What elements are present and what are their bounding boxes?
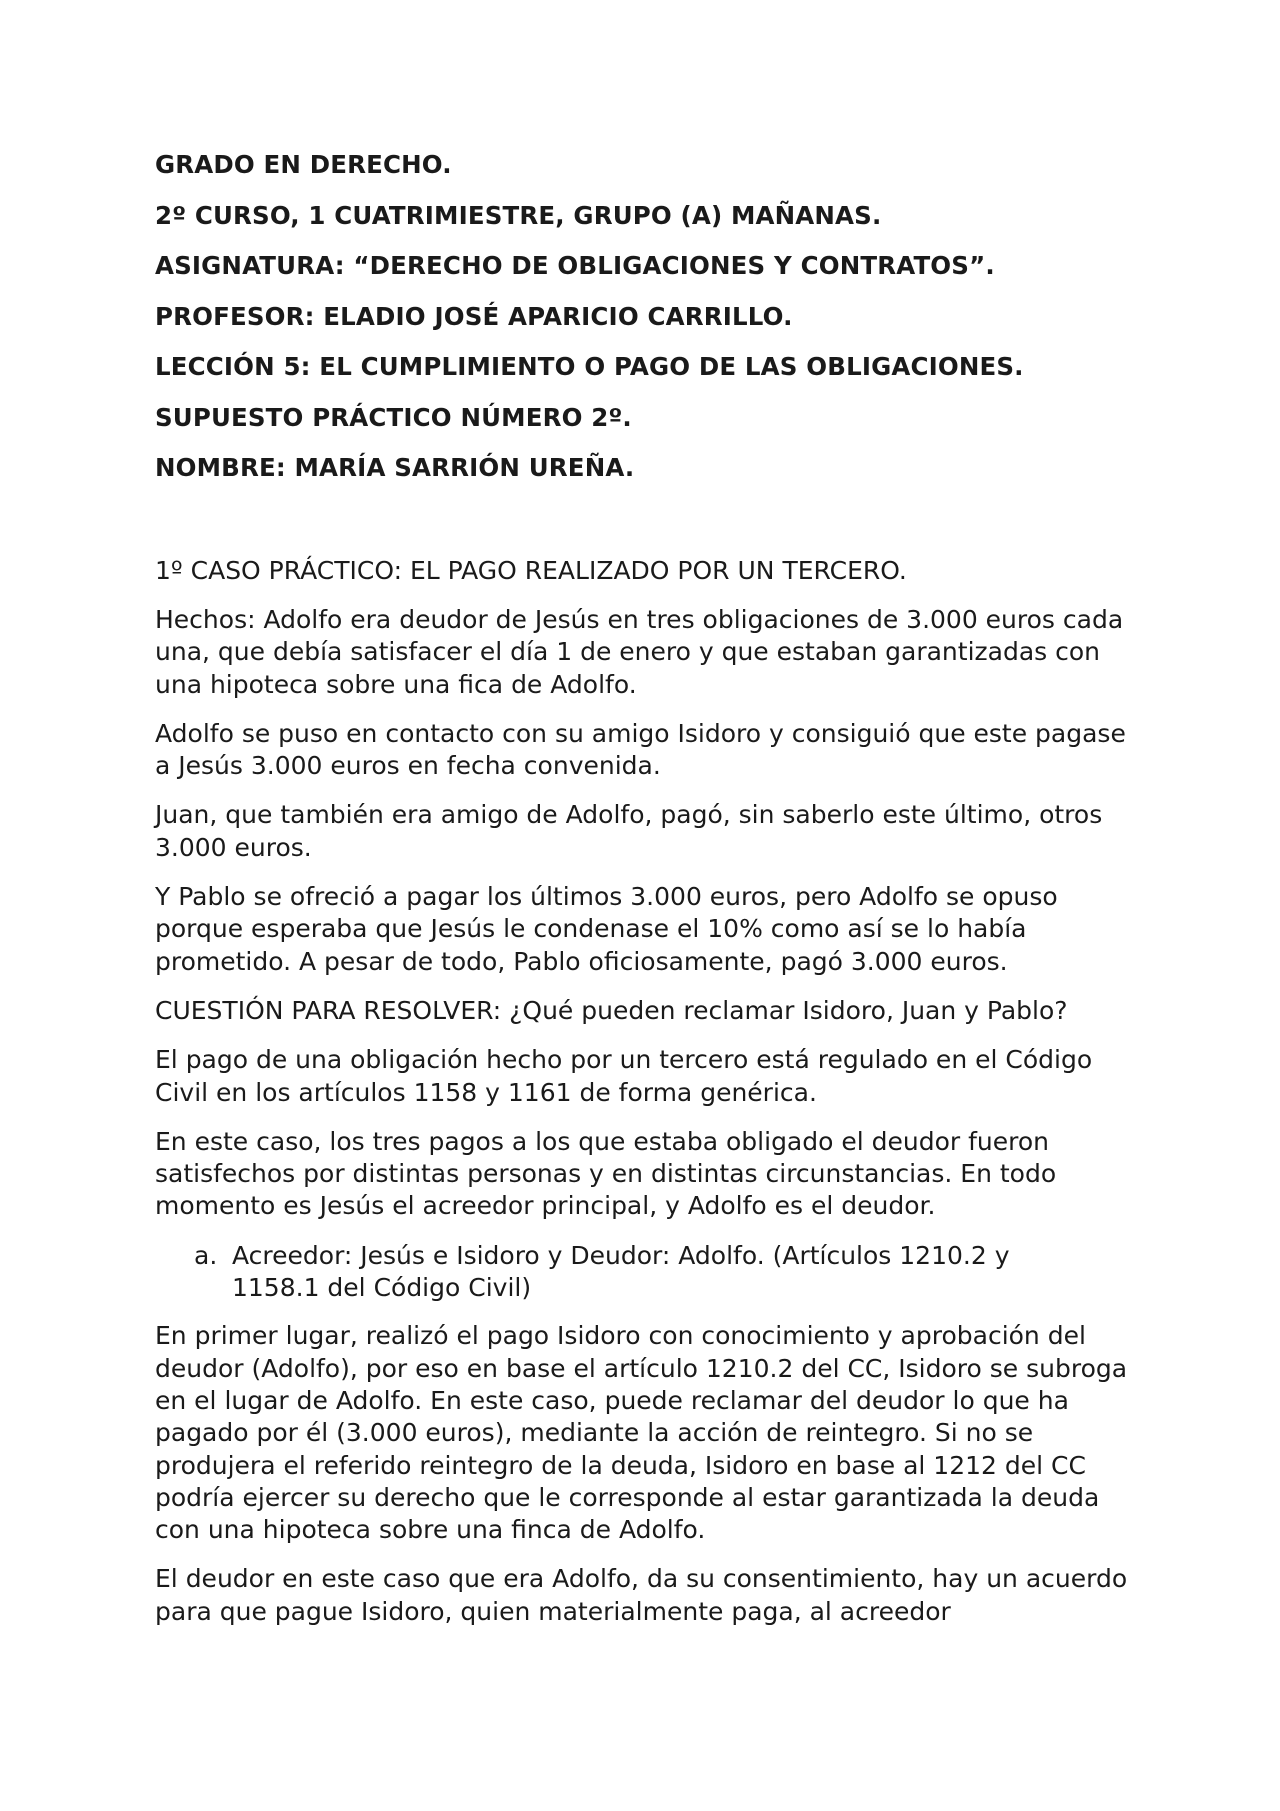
paragraph-isidoro-analysis: En primer lugar, realizó el pago Isidoro con conocimiento y aprobación del deudor (Adolfo), por eso en base el artículo 1210.2 del CC, Isidoro se subroga en el lugar de Adolfo. En este caso, puede reclamar del deudor lo que ha pagado por él (3.000 euros), mediante la acción de reintegro. Si no se produjera el referido reintegro de la deuda, Isidoro en base al 1212 del CC podría ejercer su derecho que le corresponde al estar garantizada la deuda con una hipoteca sobre una finca de Adolfo.	[155, 1321, 1128, 1545]
paragraph-isidoro-payment: Adolfo se puso en contacto con su amigo Isidoro y consiguió que este pagase a Jesús 3.000 euros en fecha convenida.	[155, 718, 1126, 781]
header-subject: ASIGNATURA: “DERECHO DE OBLIGACIONES Y CONTRATOS”.	[155, 251, 995, 280]
case-title: 1º CASO PRÁCTICO: EL PAGO REALIZADO POR UN TERCERO.	[155, 556, 907, 585]
document-page	[155, 150, 1140, 1645]
list-item	[155, 1240, 1140, 1305]
paragraph-legal-basis: El pago de una obligación hecho por un tercero está regulado en el Código Civil en los artículos 1158 y 1161 de forma genérica.	[155, 1045, 1093, 1107]
document-body	[155, 555, 1140, 1628]
header-professor: PROFESOR: ELADIO JOSÉ APARICIO CARRILLO.	[155, 301, 793, 331]
list-item-text: Acreedor: Jesús e Isidoro y Deudor: Adolfo. (Artículos 1210.2 y 1158.1 del Código Civil)	[232, 1240, 1010, 1303]
header-lesson: LECCIÓN 5: EL CUMPLIMIENTO O PAGO DE LAS OBLIGACIONES.	[155, 352, 1024, 381]
paragraph-pablo-payment: Y Pablo se ofreció a pagar los últimos 3.000 euros, pero Adolfo se opuso porque esperaba que Jesús le condenase el 10% como así se lo había prometido. A pesar de todo, Pablo oficiosamente, pagó 3.000 euros.	[155, 882, 1058, 976]
paragraph-facts: Hechos: Adolfo era deudor de Jesús en tres obligaciones de 3.000 euros cada una, que debía satisfacer el día 1 de enero y que estaban garantizadas con una hipoteca sobre una fica de Adolfo.	[155, 605, 1124, 699]
document-header	[155, 150, 1140, 483]
header-course: 2º CURSO, 1 CUATRIMIESTRE, GRUPO (A) MAÑANAS.	[155, 200, 882, 230]
paragraph-case-summary: En este caso, los tres pagos a los que estaba obligado el deudor fueron satisfechos por distintas personas y en distintas circunstancias. En todo momento es Jesús el acreedor principal, y Adolfo es el deudor.	[155, 1126, 1057, 1221]
paragraph-debtor-consent: El deudor en este caso que era Adolfo, da su consentimiento, hay un acuerdo para que pague Isidoro, quien materialmente paga, al acreedor	[155, 1564, 1128, 1626]
header-practical-case: SUPUESTO PRÁCTICO NÚMERO 2º.	[155, 402, 632, 432]
paragraph-question: CUESTIÓN PARA RESOLVER: ¿Qué pueden reclamar Isidoro, Juan y Pablo?	[155, 995, 1068, 1025]
header-student-name: NOMBRE: MARÍA SARRIÓN UREÑA.	[155, 453, 635, 482]
ordered-list	[155, 1240, 1140, 1305]
paragraph-juan-payment: Juan, que también era amigo de Adolfo, pagó, sin saberlo este último, otros 3.000 euros.	[155, 800, 1103, 862]
header-degree: GRADO EN DERECHO.	[155, 150, 452, 179]
list-marker: a.	[194, 1240, 218, 1270]
